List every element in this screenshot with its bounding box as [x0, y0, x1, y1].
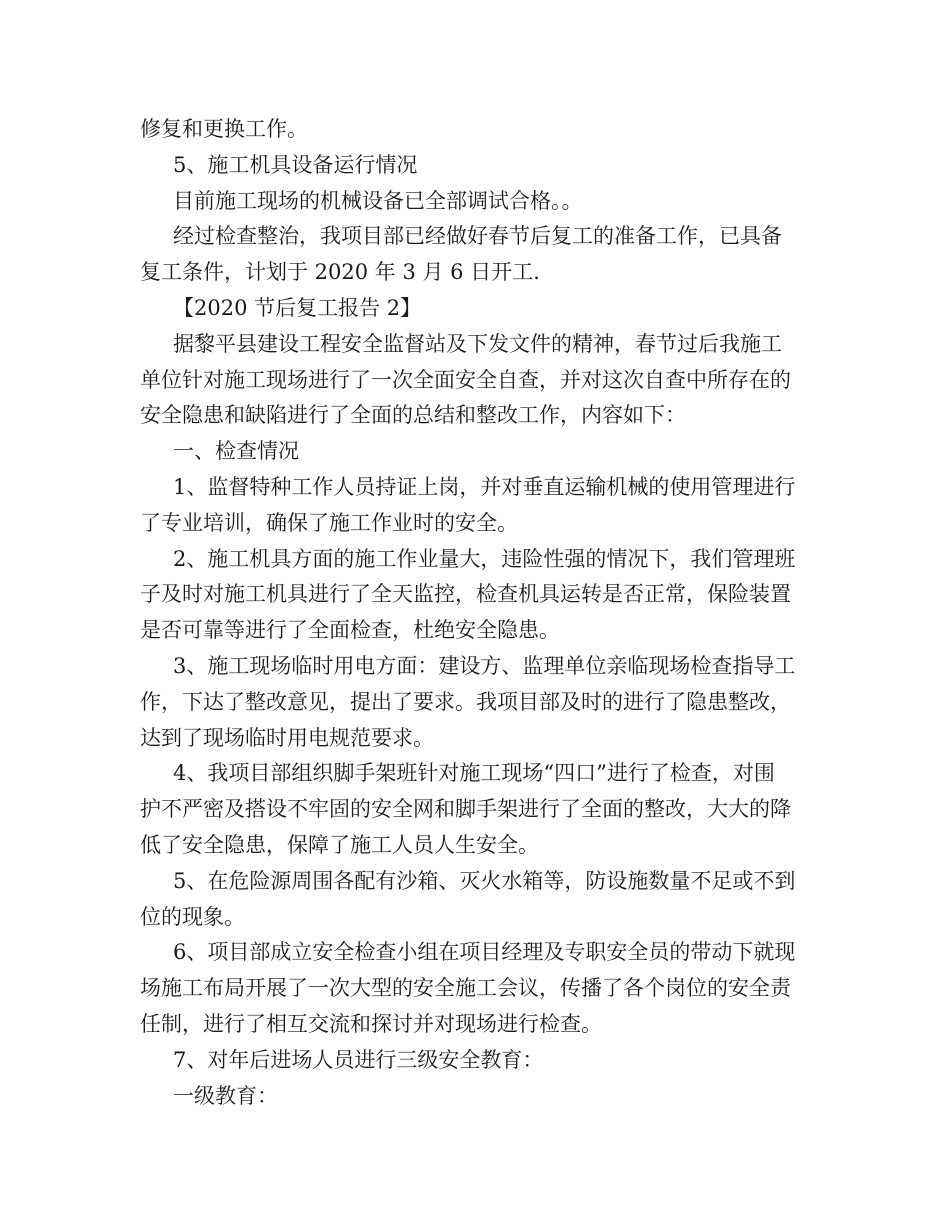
document-body	[140, 112, 820, 1114]
section-heading: 一、检查情况	[173, 439, 299, 464]
text-line: 复工条件，计划于 2020 年 3 月 6 日开工.	[140, 260, 540, 285]
text-line: 修复和更换工作。	[140, 117, 308, 141]
report-title: 【2020 节后复工报告 2】	[173, 295, 422, 320]
text-line: 低了安全隐患，保障了施工人员人生安全。	[140, 832, 539, 857]
text-line: 任制，进行了相互交流和探讨并对现场进行检查。	[140, 1011, 602, 1036]
text-line: 场施工布局开展了一次大型的安全施工会议，传播了各个岗位的安全责	[140, 976, 791, 1001]
text-line: 据黎平县建设工程安全监督站及下发文件的精神，春节过后我施工	[173, 331, 782, 356]
text-line: 5、在危险源周围各配有沙箱、灭火水箱等，防设施数量不足或不到	[173, 868, 796, 893]
text-line: 3、施工现场临时用电方面：建设方、监理单位亲临现场检查指导工	[173, 653, 796, 678]
text-line: 位的现象。	[140, 904, 245, 929]
text-line: 了专业培训，确保了施工作业时的安全。	[140, 510, 518, 535]
text-line: 目前施工现场的机械设备已全部调试合格。。	[173, 188, 583, 213]
text-line: 单位针对施工现场进行了一次全面安全自查，并对这次自查中所存在的	[140, 367, 791, 392]
text-line: 经过检查整治，我项目部已经做好春节后复工的准备工作，已具备	[173, 224, 782, 249]
text-line: 2、施工机具方面的施工作业量大，违险性强的情况下，我们管理班	[173, 546, 796, 571]
text-line: 6、项目部成立安全检查小组在项目经理及专职安全员的带动下就现	[173, 940, 796, 965]
text-line: 1、监督特种工作人员持证上岗，并对垂直运输机械的使用管理进行	[173, 474, 796, 499]
text-line: 护不严密及搭设不牢固的安全网和脚手架进行了全面的整改，大大的降	[140, 797, 791, 822]
text-line: 作，下达了整改意见，提出了要求。我项目部及时的进行了隐患整改，	[140, 689, 791, 714]
section-heading: 5、施工机具设备运行情况	[173, 152, 418, 177]
text-line: 4、我项目部组织脚手架班针对施工现场“四口”进行了检查，对围	[173, 761, 775, 786]
text-line: 达到了现场临时用电规范要求。	[140, 725, 434, 750]
text-line: 一级教育：	[173, 1083, 278, 1108]
text-line: 子及时对施工机具进行了全天监控，检查机具运转是否正常，保险装置	[140, 582, 791, 607]
text-line: 7、对年后进场人员进行三级安全教育：	[173, 1047, 544, 1072]
text-line: 安全隐患和缺陷进行了全面的总结和整改工作，内容如下：	[140, 403, 686, 428]
text-line: 是否可靠等进行了全面检查，杜绝安全隐患。	[140, 618, 560, 643]
